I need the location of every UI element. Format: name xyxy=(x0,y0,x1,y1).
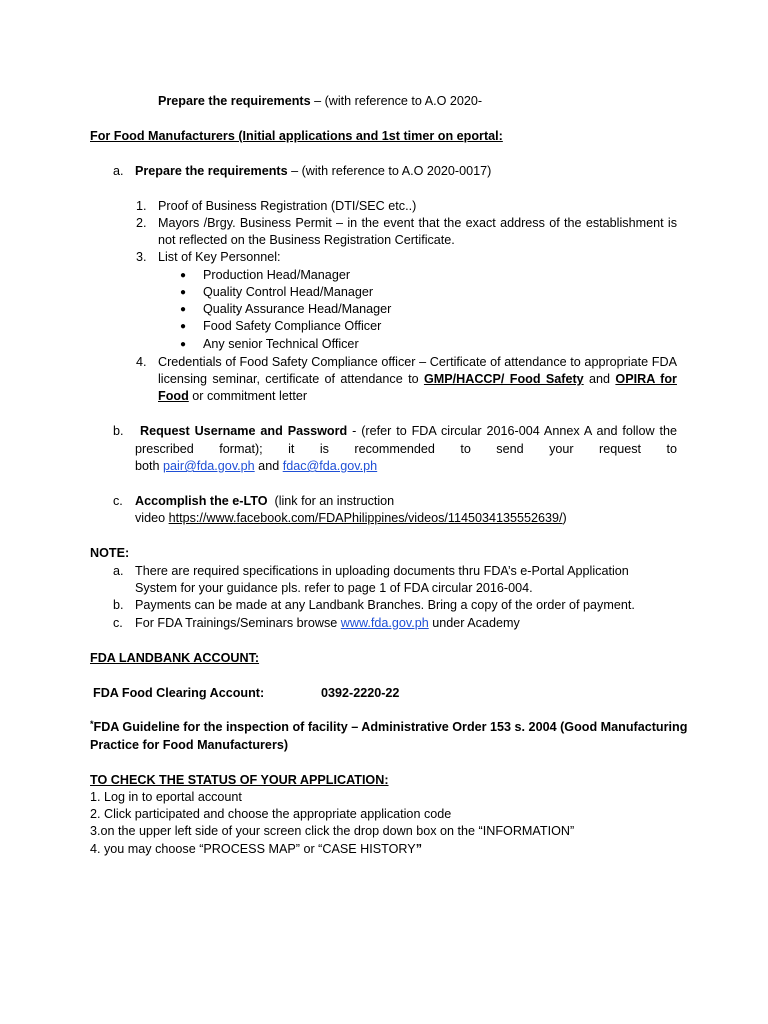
personnel-item: Production Head/Manager xyxy=(203,268,351,282)
bullet-icon: ● xyxy=(180,270,187,281)
status-step-3 xyxy=(90,823,574,840)
req-4-line2-pre: licensing seminar, certificate of attendance to xyxy=(158,372,424,386)
status-step-3-text: 3.on the upper left side of your screen click the drop down box on the xyxy=(90,824,476,838)
item-a-text: – (with reference to A.O 2020-0017) xyxy=(287,164,492,178)
landbank-title: FDA LANDBANK ACCOUNT: xyxy=(90,651,260,665)
personnel-item: Food Safety Compliance Officer xyxy=(203,319,382,333)
item-c-line2 xyxy=(135,510,567,527)
item-b-line2: prescribed format); it is recommended to send your request to xyxy=(135,442,677,456)
status-step-1: 1. Log in to eportal account xyxy=(90,790,242,804)
account-label: FDA Food Clearing Account: xyxy=(93,686,265,700)
note-b-marker: b. xyxy=(113,598,124,612)
item-b-bold: Request Username and Password xyxy=(140,424,348,438)
fda-website-link[interactable]: www.fda.gov.ph xyxy=(340,616,429,630)
guideline-text1: FDA Guideline for the inspection of facility – Administrative Order 153 s. 2004 (Good Manufacturing xyxy=(93,720,688,734)
item-c-marker: c. xyxy=(113,494,123,508)
note-c-post: under Academy xyxy=(428,616,520,630)
item-b-line3 xyxy=(135,458,377,475)
note-b-line1: Payments can be made at any Landbank Branches. Bring a copy of the order of payment. xyxy=(135,598,635,612)
item-b-marker: b. xyxy=(113,424,124,438)
status-step-4-text: 4. you may choose “PROCESS MAP” or “CASE HISTORY xyxy=(90,842,416,856)
status-step-4-end: ” xyxy=(415,842,422,856)
status-step-4 xyxy=(90,841,422,858)
intro-line xyxy=(158,93,482,110)
intro-text: – (with reference to A.O 2020- xyxy=(310,94,483,108)
guideline-asterisk: * xyxy=(90,719,94,729)
note-a-line2: System for your guidance pls. refer to page 1 of FDA circular 2016-004. xyxy=(135,581,533,595)
req-3-text: List of Key Personnel: xyxy=(158,250,281,264)
req-2-line1: Mayors /Brgy. Business Permit – in the event that the exact address of the establishment is xyxy=(158,216,677,230)
note-c-line xyxy=(135,615,520,632)
req-4-line3 xyxy=(158,388,307,405)
req-3-marker: 3. xyxy=(136,250,147,264)
opira-link[interactable]: OPIRA for xyxy=(615,372,677,386)
note-c-marker: c. xyxy=(113,616,123,630)
item-b-text: - (refer to FDA circular 2016-004 Annex A and follow the xyxy=(347,424,677,438)
item-a-marker: a. xyxy=(113,164,124,178)
status-step-2: 2. Click participated and choose the appropriate application code xyxy=(90,807,452,821)
req-1-text: Proof of Business Registration (DTI/SEC etc..) xyxy=(158,199,417,213)
req-4-line3-post: or commitment letter xyxy=(188,389,308,403)
intro-bold: Prepare the requirements xyxy=(158,94,311,108)
item-a-line xyxy=(135,163,491,180)
item-c-line2-pre: video xyxy=(135,511,169,525)
item-b-line1 xyxy=(135,423,677,440)
manufacturers-heading: For Food Manufacturers (Initial applications and 1st timer on eportal: xyxy=(90,129,503,143)
personnel-item: Any senior Technical Officer xyxy=(203,337,359,351)
facebook-video-link[interactable]: https://www.facebook.com/FDAPhilippines/videos/1145034135552639/ xyxy=(168,511,563,525)
item-c-line1 xyxy=(135,493,394,510)
req-2-line2: not reflected on the Business Registration Certificate. xyxy=(158,233,455,247)
gmp-haccp-link[interactable]: GMP/HACCP/ Food Safety xyxy=(423,372,584,386)
req-4-line2-mid: and xyxy=(583,372,616,386)
req-4-line1: Credentials of Food Safety Compliance officer – Certificate of attendance to appropriate FDA xyxy=(158,355,677,369)
req-2-marker: 2. xyxy=(136,216,147,230)
item-b-line3-mid: and xyxy=(254,459,283,473)
status-step-3-quote: “INFORMATION” xyxy=(475,824,575,838)
item-a-bold: Prepare the requirements xyxy=(135,164,288,178)
status-title: TO CHECK THE STATUS OF YOUR APPLICATION: xyxy=(90,773,389,787)
guideline-line2: Practice for Food Manufacturers) xyxy=(90,738,289,752)
note-title: NOTE: xyxy=(90,546,130,560)
personnel-item: Quality Assurance Head/Manager xyxy=(203,302,392,316)
item-c-line2-post: ) xyxy=(562,511,567,525)
req-4-marker: 4. xyxy=(136,355,147,369)
item-c-text: (link for an instruction xyxy=(267,494,395,508)
bullet-icon: ● xyxy=(180,339,187,350)
note-c-pre: For FDA Trainings/Seminars browse xyxy=(135,616,341,630)
item-b-line3-pre: both xyxy=(135,459,164,473)
req-4-line2 xyxy=(158,371,677,388)
email-pair-link[interactable]: pair@fda.gov.ph xyxy=(163,459,255,473)
req-1-marker: 1. xyxy=(136,199,147,213)
note-a-line1: There are required specifications in uploading documents thru FDA’s e-Portal Application xyxy=(135,564,629,578)
bullet-icon: ● xyxy=(180,321,187,332)
personnel-item: Quality Control Head/Manager xyxy=(203,285,374,299)
note-a-marker: a. xyxy=(113,564,124,578)
bullet-icon: ● xyxy=(180,287,187,298)
bullet-icon: ● xyxy=(180,304,187,315)
account-number: 0392-2220-22 xyxy=(321,686,400,700)
item-c-bold: Accomplish the e-LTO xyxy=(135,494,268,508)
guideline-line1 xyxy=(90,719,687,736)
opira-link-food[interactable]: Food xyxy=(158,389,189,403)
email-fdac-link[interactable]: fdac@fda.gov.ph xyxy=(282,459,378,473)
